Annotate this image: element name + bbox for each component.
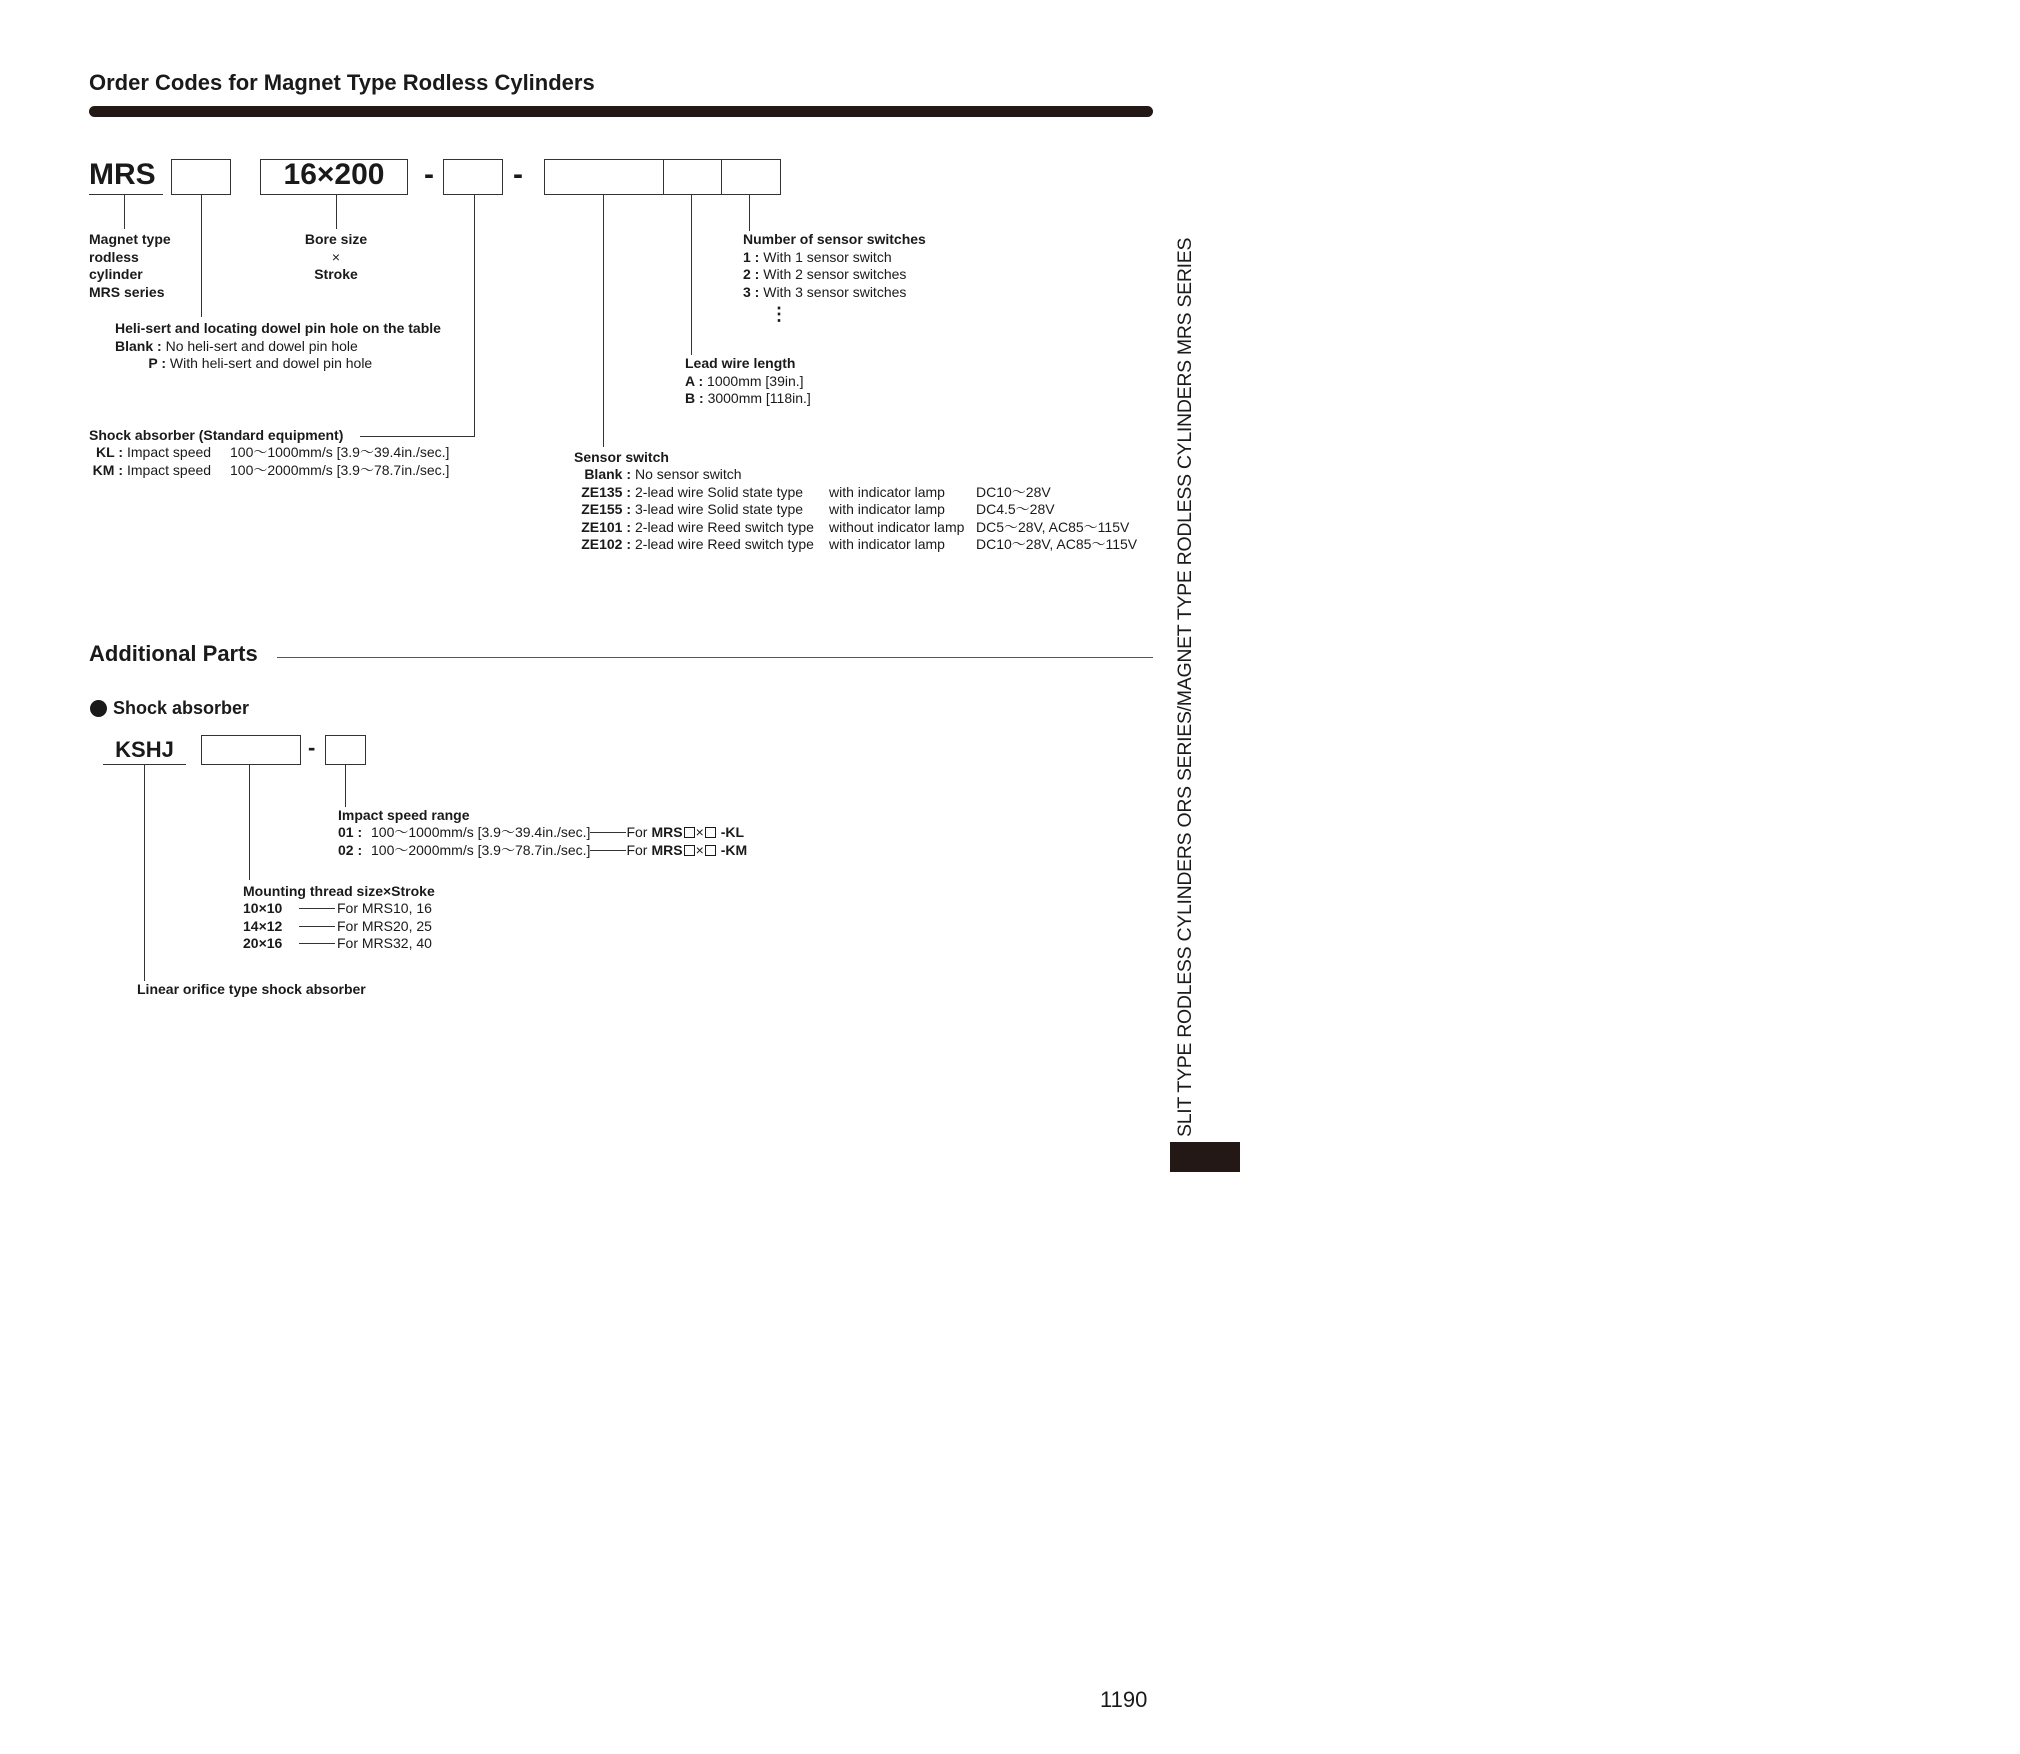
more-ellipsis: ⋮: [770, 304, 788, 324]
sensor-switch-heading: Sensor switch: [574, 449, 669, 465]
impact-heading: Impact speed range: [338, 807, 470, 823]
bore-size-label: Bore size × Stroke: [304, 231, 368, 282]
title-rule: [89, 106, 1153, 117]
leader-sensor-switch: [603, 195, 604, 447]
mounting-list: 10×10 For MRS10, 16 14×12 For MRS20, 25 20×16 For MRS32, 40: [243, 900, 432, 951]
leader-bore: [336, 195, 337, 229]
mounting-heading: Mounting thread size×Stroke: [243, 883, 435, 899]
sensor-switch-list: Blank : No sensor switch ZE135 : 2-lead wire Solid state type with indicator lamp DC10～28V ZE155 : 3-lead wire Solid state type with indicator lamp DC4.5～28V ZE101 : 2-lead wire Reed switch type without indicator lamp DC5～28V, AC85～115V ZE102 : 2-lead wire Reed switch type with indicator lamp DC10～28V, AC85～115V: [581, 466, 1138, 552]
sensor-switch-box: [544, 159, 664, 195]
shock-absorber-heading: Shock absorber (Standard equipment): [89, 427, 344, 443]
lead-wire-box: [663, 159, 722, 195]
page-title: Order Codes for Magnet Type Rodless Cylinders: [89, 70, 595, 95]
shock-box: [443, 159, 503, 195]
bullet-icon: [90, 700, 107, 717]
sensor-count-box: [721, 159, 781, 195]
leader-mounting: [249, 765, 250, 880]
kshj-dash: -: [308, 735, 316, 760]
lead-wire-block: Lead wire length A : 1000mm [39in.] B : 3000mm [118in.]: [685, 355, 811, 406]
leader-linear: [144, 765, 145, 981]
sidebar-tab: [1170, 1142, 1240, 1172]
sidebar-series-text: SLIT TYPE RODLESS CYLINDERS ORS SERIES/MAGNET TYPE RODLESS CYLINDERS MRS SERIES: [1174, 237, 1196, 1137]
heli-sert-block: Heli-sert and locating dowel pin hole on the table Blank : No heli-sert and dowel pin hole P : With heli-sert and dowel pin hole: [115, 320, 441, 371]
bore-stroke-value: 16×200: [283, 158, 385, 191]
sensor-count-block: Number of sensor switches 1 : With 1 sensor switch 2 : With 2 sensor switches 3 : With 3 sensor switches: [743, 231, 926, 300]
kshj-code: KSHJ: [115, 737, 174, 762]
additional-parts-title: Additional Parts: [89, 641, 258, 666]
leader-prefix: [124, 195, 125, 229]
impact-list: 01 : 100～1000mm/s [3.9～39.4in./sec.] For MRS × -KL 02 : 100～2000mm/s [3.9～78.7in./sec.] For MRS × -KM: [338, 824, 748, 858]
dash-1: -: [424, 158, 434, 191]
code-prefix: MRS: [89, 158, 156, 191]
leader-lead-wire: [691, 195, 692, 355]
leader-impact: [345, 765, 346, 807]
leader-sensor-count: [749, 195, 750, 231]
linear-orifice-label: Linear orifice type shock absorber: [137, 981, 366, 997]
shock-absorber-title: Shock absorber: [113, 698, 250, 718]
prefix-underline: [89, 194, 163, 195]
impact-box: [325, 735, 366, 765]
shock-absorber-list: KL : Impact speed 100～1000mm/s [3.9～39.4in./sec.] KM : Impact speed 100～2000mm/s [3.9～78.7in./sec.]: [92, 444, 450, 478]
leader-shock: [474, 195, 475, 437]
additional-parts-rule: [277, 657, 1153, 658]
leader-heli-sert: [201, 195, 202, 317]
magnet-type-label: Magnet type rodless cylinder MRS series: [89, 231, 171, 300]
dash-2: -: [513, 158, 523, 191]
heli-sert-box: [171, 159, 231, 195]
leader-shock-horizontal: [360, 436, 475, 437]
mounting-box: [201, 735, 301, 765]
page-number: 1190: [1100, 1687, 1148, 1712]
